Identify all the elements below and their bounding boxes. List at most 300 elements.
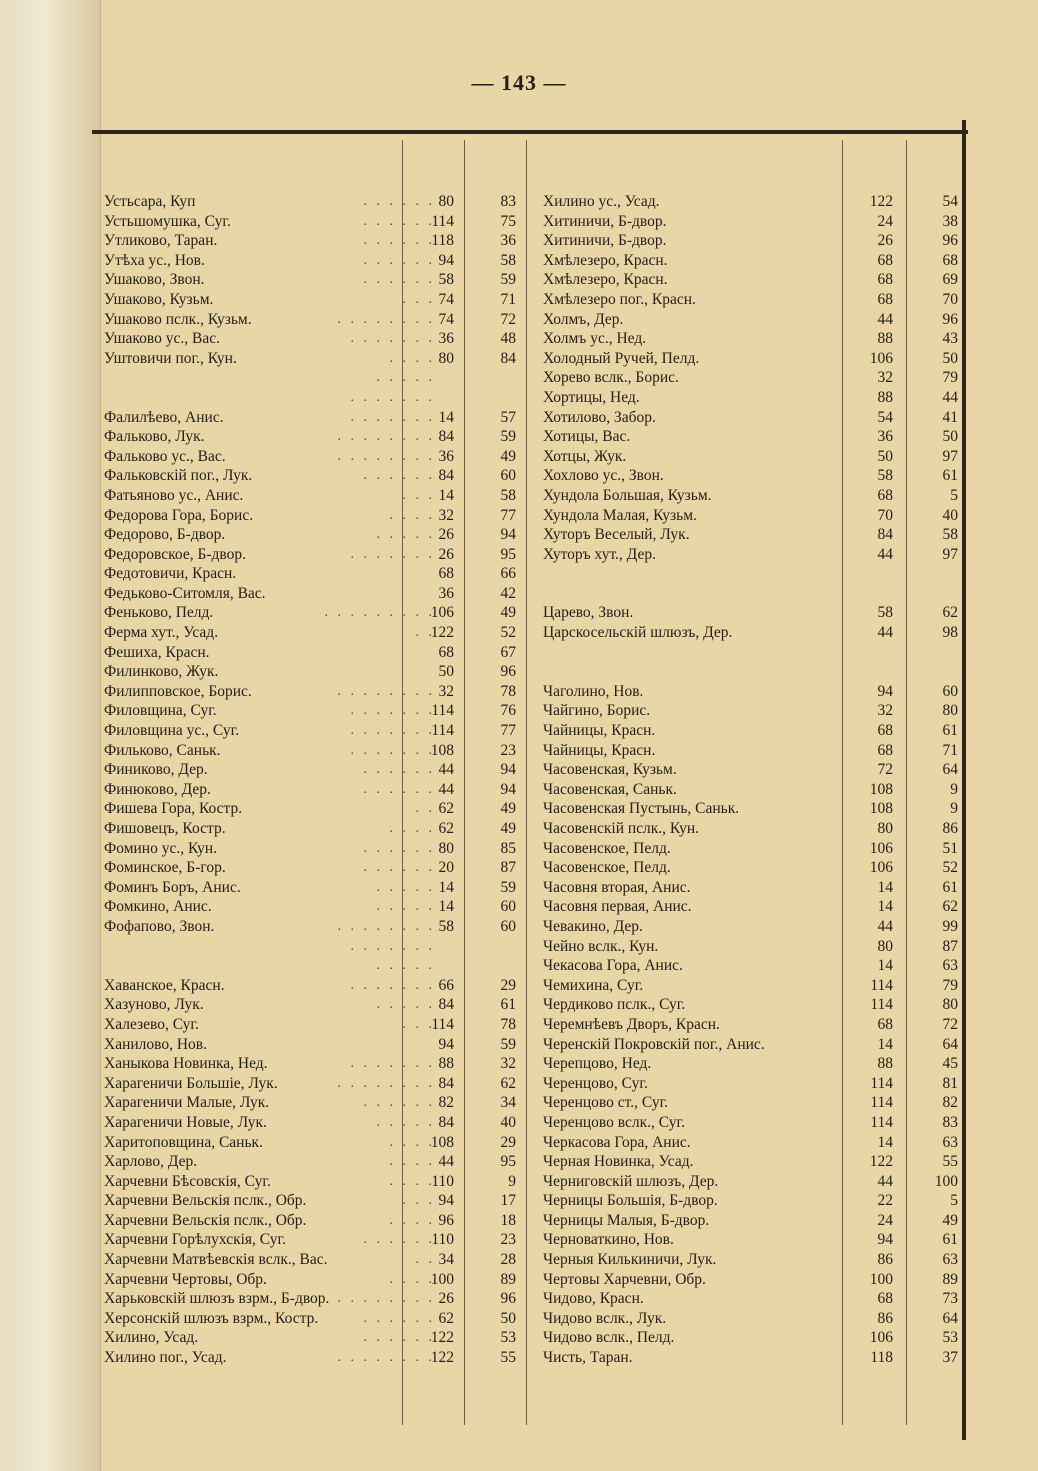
leader-dots: . . . . . . . . xyxy=(337,1075,435,1091)
second-number: 81 xyxy=(942,1074,958,1092)
first-number: 20 xyxy=(438,859,454,877)
place-name: Черныя Килькиничи, Лук. xyxy=(543,1251,717,1269)
first-number: 110 xyxy=(431,1172,454,1190)
first-number: 54 xyxy=(877,408,893,426)
place-name: Чидово, Красн. xyxy=(543,1290,644,1308)
place-name: Утликово, Таран. xyxy=(104,232,218,250)
place-name: Черноваткино, Нов. xyxy=(543,1231,674,1249)
leader-dots: . . . xyxy=(402,1193,435,1209)
second-number: 59 xyxy=(500,1035,516,1053)
first-number: 36 xyxy=(877,428,893,446)
first-number: 114 xyxy=(870,1094,893,1112)
second-number: 9 xyxy=(950,800,958,818)
first-number: 114 xyxy=(870,976,893,994)
first-number: 24 xyxy=(877,1211,893,1229)
place-name: Фишовецъ, Костр. xyxy=(104,820,226,837)
second-number: 84 xyxy=(500,349,516,367)
second-number: 77 xyxy=(500,506,516,524)
leader-dots: . . . . . . xyxy=(363,762,435,778)
leader-dots: . . . . xyxy=(389,821,435,836)
second-number: 94 xyxy=(500,761,516,779)
place-name: Часовня вторая, Анис. xyxy=(543,878,691,896)
second-number: 17 xyxy=(500,1192,516,1210)
first-number: 82 xyxy=(438,1094,454,1112)
place-name: Фатьяново ус., Анис. xyxy=(104,486,244,504)
leader-dots: . . . . . . . xyxy=(350,703,435,719)
second-number: 61 xyxy=(942,722,958,740)
second-number: 32 xyxy=(500,1055,516,1073)
first-number: 122 xyxy=(430,1329,454,1347)
leader-dots: . . . . xyxy=(389,1212,435,1228)
second-number: 9 xyxy=(508,1172,516,1190)
leader-dots: . . . xyxy=(402,291,435,307)
place-name: Фильково, Саньк. xyxy=(104,741,221,759)
first-number: 110 xyxy=(431,1231,454,1249)
place-name: Филинково, Жук. xyxy=(104,663,219,681)
page-number: — 143 — xyxy=(471,70,567,95)
second-number: 77 xyxy=(500,722,516,740)
place-name: Хуторъ Веселый, Лук. xyxy=(543,526,690,544)
second-number: 38 xyxy=(942,212,958,230)
second-number: 95 xyxy=(500,1153,516,1171)
second-number: 49 xyxy=(942,1211,958,1229)
first-number: 72 xyxy=(877,761,893,779)
leader-dots: . . . . . . . xyxy=(350,938,435,954)
place-name: Царево, Звон. xyxy=(543,604,634,622)
second-number: 61 xyxy=(942,1231,958,1249)
first-number: 108 xyxy=(430,741,454,759)
second-number: 53 xyxy=(500,1329,516,1347)
second-number: 82 xyxy=(942,1094,958,1112)
second-number: 29 xyxy=(500,976,516,994)
first-number: 96 xyxy=(438,1211,454,1229)
place-name: Холодный Ручей, Пелд. xyxy=(543,349,700,367)
first-number: 114 xyxy=(870,1113,893,1131)
place-name: Чисть, Таран. xyxy=(543,1349,633,1367)
place-name: Часовенская, Саньк. xyxy=(543,780,677,798)
leader-dots: . . . . . . . xyxy=(350,1056,435,1072)
first-number: 36 xyxy=(438,447,454,465)
leader-dots: . . . . . xyxy=(376,879,435,895)
place-name: Хилино пог., Усад. xyxy=(104,1349,227,1367)
place-name: Хотилово, Забор. xyxy=(543,408,656,426)
second-number: 60 xyxy=(500,917,516,935)
second-number: 97 xyxy=(942,447,958,465)
place-name: Харчевни Горѣлухскія, Суг. xyxy=(104,1231,286,1249)
place-name: Уштовичи пог., Кун. xyxy=(104,349,237,367)
first-number: 66 xyxy=(438,976,454,994)
place-name: Хмѣлезеро, Красн. xyxy=(543,271,668,289)
second-number: 51 xyxy=(942,839,958,857)
leader-dots: . . xyxy=(415,801,435,817)
place-name: Федорова Гора, Борис. xyxy=(104,506,254,524)
first-number: 106 xyxy=(869,1329,893,1347)
second-number: 76 xyxy=(500,702,516,720)
place-name: Чейно вслк., Кун. xyxy=(543,937,659,955)
first-number: 68 xyxy=(877,722,893,740)
first-number: 14 xyxy=(438,408,454,426)
second-number: 18 xyxy=(500,1211,516,1229)
second-number: 34 xyxy=(500,1094,516,1112)
second-number: 94 xyxy=(500,780,516,798)
leader-dots: . . xyxy=(415,625,435,641)
second-number: 9 xyxy=(950,780,958,798)
leader-dots: . . . . . . . . xyxy=(337,448,435,464)
leader-dots: . . . . xyxy=(389,1154,435,1170)
leader-dots: . . . . . . . . xyxy=(337,1291,435,1307)
place-name: Ушаково, Звон. xyxy=(104,271,205,289)
first-number: 14 xyxy=(877,878,893,896)
second-number: 50 xyxy=(500,1309,516,1327)
place-name: Часовенское, Пелд. xyxy=(543,859,671,877)
second-number: 60 xyxy=(500,467,516,485)
top-rule xyxy=(92,130,968,134)
first-number: 84 xyxy=(438,428,454,446)
first-number: 122 xyxy=(869,1153,893,1171)
place-name: Фальково ус., Вас. xyxy=(104,447,226,465)
first-number: 26 xyxy=(877,232,893,250)
first-number: 32 xyxy=(877,369,893,387)
first-number: 32 xyxy=(877,702,893,720)
first-number: 32 xyxy=(438,506,454,524)
place-name: Часовня первая, Анис. xyxy=(543,898,692,916)
place-name: Часовенская Пустынь, Саньк. xyxy=(543,800,740,818)
second-number: 55 xyxy=(942,1153,958,1171)
leader-dots: . . . . xyxy=(389,507,435,523)
place-name: Хаванское, Красн. xyxy=(104,976,225,994)
first-number: 26 xyxy=(438,526,454,544)
first-number: 14 xyxy=(877,957,893,975)
second-number: 83 xyxy=(500,193,516,210)
second-number: 64 xyxy=(942,1309,958,1327)
place-name: Черенцово, Суг. xyxy=(543,1074,648,1092)
place-name: Харагеничи Новые, Лук. xyxy=(104,1113,267,1131)
second-number: 44 xyxy=(942,388,958,406)
leader-dots: . . . . . . xyxy=(363,252,435,268)
leader-dots: . . . . . xyxy=(376,370,435,386)
place-name: Чидово вслк., Лук. xyxy=(543,1309,667,1327)
second-number: 100 xyxy=(934,1172,958,1190)
first-number: 14 xyxy=(877,898,893,916)
leader-dots: . . . . . xyxy=(376,958,435,974)
second-number: 97 xyxy=(942,545,958,563)
place-name: Харагеничи Малые, Лук. xyxy=(104,1094,270,1112)
second-number: 63 xyxy=(942,1133,958,1151)
second-number: 78 xyxy=(500,682,516,700)
second-number: 50 xyxy=(942,428,958,446)
place-name: Черницы Большія, Б-двор. xyxy=(543,1192,718,1210)
place-name: Хундола Малая, Кузьм. xyxy=(543,506,697,524)
second-number: 5 xyxy=(950,1192,958,1210)
place-name: Фоминское, Б-гор. xyxy=(104,859,226,877)
second-number: 23 xyxy=(500,741,516,759)
place-name: Федотовичи, Красн. xyxy=(104,565,237,583)
place-name: Черкасова Гора, Анис. xyxy=(543,1133,691,1151)
leader-dots: . . . . . . . xyxy=(350,742,435,758)
column-divider xyxy=(906,140,907,1425)
first-number: 44 xyxy=(877,310,893,328)
first-number: 122 xyxy=(869,193,893,210)
second-number: 69 xyxy=(942,271,958,289)
second-number: 29 xyxy=(500,1133,516,1151)
leader-dots: . . . . . . . xyxy=(350,723,435,739)
right-rule xyxy=(962,120,966,1440)
first-number: 100 xyxy=(430,1270,454,1288)
first-number: 122 xyxy=(430,1349,454,1367)
first-number: 100 xyxy=(869,1270,893,1288)
second-number: 37 xyxy=(942,1349,958,1367)
place-name: Чаголино, Нов. xyxy=(543,682,644,700)
second-number: 50 xyxy=(942,349,958,367)
first-number: 74 xyxy=(438,310,454,328)
second-number: 99 xyxy=(942,917,958,935)
second-number: 89 xyxy=(942,1270,958,1288)
place-name: Харчевни Бѣсовскія, Суг. xyxy=(104,1172,271,1190)
leader-dots: . . . . . . . . xyxy=(337,311,435,327)
second-number: 67 xyxy=(500,643,516,661)
first-number: 58 xyxy=(438,917,454,935)
place-name: Хохлово ус., Звон. xyxy=(543,467,664,485)
first-number: 24 xyxy=(877,212,893,230)
second-number: 96 xyxy=(500,663,516,681)
leader-dots: . . . . . . . . xyxy=(337,683,435,699)
second-number: 75 xyxy=(500,212,516,230)
place-name: Хазуново, Лук. xyxy=(104,996,204,1014)
first-number: 118 xyxy=(431,232,454,250)
second-number: 49 xyxy=(500,604,516,622)
second-number: 96 xyxy=(942,232,958,250)
first-number: 68 xyxy=(877,486,893,504)
leader-dots: . . . . . . xyxy=(363,1095,435,1111)
leader-dots: . . . . . . xyxy=(363,213,435,229)
place-name: Черемнѣевъ Дворъ, Красн. xyxy=(543,1015,720,1033)
leader-dots: . . . . . . . . xyxy=(337,918,435,934)
place-name: Чайницы, Красн. xyxy=(543,722,656,740)
first-number: 44 xyxy=(877,624,893,642)
first-number: 68 xyxy=(438,565,454,583)
first-number: 108 xyxy=(869,800,893,818)
place-name: Фешиха, Красн. xyxy=(104,643,210,661)
first-number: 68 xyxy=(877,1290,893,1308)
first-number: 26 xyxy=(438,1290,454,1308)
first-number: 80 xyxy=(438,193,454,210)
second-number: 48 xyxy=(500,330,516,348)
first-number: 32 xyxy=(438,682,454,700)
first-number: 68 xyxy=(877,290,893,308)
second-number: 62 xyxy=(942,898,958,916)
first-number: 44 xyxy=(438,761,454,779)
second-number: 43 xyxy=(942,330,958,348)
first-number: 114 xyxy=(870,1074,893,1092)
place-name: Филипповское, Борис. xyxy=(104,682,252,700)
first-number: 88 xyxy=(877,1055,893,1073)
place-name: Филовщина, Суг. xyxy=(104,702,217,720)
second-number: 96 xyxy=(500,1290,516,1308)
leader-dots: . . . . . . . xyxy=(350,409,435,425)
first-number: 108 xyxy=(430,1133,454,1151)
place-name: Хуторъ хут., Дер. xyxy=(543,545,656,563)
first-number: 108 xyxy=(869,780,893,798)
place-name: Часовенскій пслк., Кун. xyxy=(543,820,700,837)
second-number: 64 xyxy=(942,1035,958,1053)
place-name: Ушаково пслк., Кузьм. xyxy=(104,310,252,328)
second-number: 60 xyxy=(942,682,958,700)
first-number: 58 xyxy=(438,271,454,289)
second-number: 41 xyxy=(942,408,958,426)
first-number: 114 xyxy=(870,996,893,1014)
second-number: 71 xyxy=(942,741,958,759)
first-number: 106 xyxy=(869,349,893,367)
second-number: 96 xyxy=(942,310,958,328)
place-name: Устьсара, Куп xyxy=(104,193,196,210)
second-number: 87 xyxy=(500,859,516,877)
place-name: Черенскій Покровскій пог., Анис. xyxy=(543,1035,765,1053)
place-name: Часовенская, Кузьм. xyxy=(543,761,677,779)
first-number: 44 xyxy=(438,780,454,798)
place-name: Хотицы, Вас. xyxy=(543,428,631,446)
first-number: 106 xyxy=(869,839,893,857)
first-number: 26 xyxy=(438,545,454,563)
place-name: Хилино ус., Усад. xyxy=(543,193,660,210)
place-name: Харитоповщина, Саньк. xyxy=(104,1133,263,1151)
second-number: 89 xyxy=(500,1270,516,1288)
second-number: 63 xyxy=(942,957,958,975)
second-number: 59 xyxy=(500,271,516,289)
second-number: 23 xyxy=(500,1231,516,1249)
first-number: 36 xyxy=(438,330,454,348)
second-number: 61 xyxy=(942,467,958,485)
first-number: 80 xyxy=(438,839,454,857)
leader-dots: . . . . xyxy=(389,1173,435,1189)
leader-dots: . . . . . . . xyxy=(350,331,435,347)
second-number: 94 xyxy=(500,526,516,544)
second-number: 53 xyxy=(942,1329,958,1347)
first-number: 106 xyxy=(430,604,454,622)
first-number: 70 xyxy=(877,506,893,524)
second-number: 55 xyxy=(500,1349,516,1367)
place-name: Феньково, Пелд. xyxy=(104,604,214,622)
first-number: 94 xyxy=(877,682,893,700)
place-name: Ушаково ус., Вас. xyxy=(104,330,220,348)
place-name: Хитиничи, Б-двор. xyxy=(543,212,667,230)
second-number: 66 xyxy=(500,565,516,583)
place-name: Финиково, Дер. xyxy=(104,761,208,779)
first-number: 84 xyxy=(438,1113,454,1131)
second-number: 36 xyxy=(500,232,516,250)
place-name: Филовщина ус., Суг. xyxy=(104,722,240,740)
place-name: Чайницы, Красн. xyxy=(543,741,656,759)
second-number: 62 xyxy=(500,1074,516,1092)
leader-dots: . . . . . . xyxy=(363,233,435,249)
place-name: Хилино, Усад. xyxy=(104,1329,199,1347)
second-number: 49 xyxy=(500,820,516,837)
second-number: 58 xyxy=(500,486,516,504)
first-number: 114 xyxy=(431,702,454,720)
place-name: Харлово, Дер. xyxy=(104,1153,198,1171)
place-name: Хмѣлезеро, Красн. xyxy=(543,251,668,269)
place-name: Фальковскій пог., Лук. xyxy=(104,467,253,485)
first-number: 84 xyxy=(438,467,454,485)
first-number: 122 xyxy=(430,624,454,642)
leader-dots: . . . . . . xyxy=(363,840,435,856)
place-name: Чертовы Харчевни, Обр. xyxy=(543,1270,706,1288)
first-number: 94 xyxy=(438,1035,454,1053)
leader-dots: . . . xyxy=(402,1016,435,1032)
place-name: Черенцово ст., Суг. xyxy=(543,1094,669,1112)
first-number: 94 xyxy=(438,1192,454,1210)
place-name: Хитиничи, Б-двор. xyxy=(543,232,667,250)
second-number: 86 xyxy=(942,820,958,837)
first-number: 50 xyxy=(877,447,893,465)
second-number: 71 xyxy=(500,290,516,308)
second-number: 57 xyxy=(500,408,516,426)
second-number: 72 xyxy=(942,1015,958,1033)
place-name: Фомкино, Анис. xyxy=(104,898,212,916)
place-name: Холмъ, Дер. xyxy=(543,310,624,328)
place-name: Черная Новинка, Усад. xyxy=(543,1153,694,1171)
second-number: 85 xyxy=(500,839,516,857)
place-name: Чердиково пслк., Суг. xyxy=(543,996,686,1014)
place-name: Хотцы, Жук. xyxy=(543,447,627,465)
first-number: 84 xyxy=(438,996,454,1014)
first-number: 118 xyxy=(870,1349,893,1367)
second-number: 42 xyxy=(500,584,516,602)
place-name: Харчевни Чертовы, Обр. xyxy=(104,1270,267,1288)
place-name: Федорово, Б-двор. xyxy=(104,526,226,544)
leader-dots: . . . . . . xyxy=(363,1310,435,1326)
first-number: 106 xyxy=(869,859,893,877)
place-name: Хмѣлезеро пог., Красн. xyxy=(543,290,696,308)
first-number: 58 xyxy=(877,604,893,622)
place-name: Фишева Гора, Костр. xyxy=(104,800,243,818)
leader-dots: . . . . . . . xyxy=(350,389,435,405)
first-number: 88 xyxy=(877,388,893,406)
second-number: 28 xyxy=(500,1251,516,1269)
second-number: 40 xyxy=(942,506,958,524)
second-number: 40 xyxy=(500,1113,516,1131)
place-name: Чекасова Гора, Анис. xyxy=(543,957,683,975)
first-number: 68 xyxy=(877,251,893,269)
place-name: Ушаково, Кузьм. xyxy=(104,290,214,308)
leader-dots: . . xyxy=(415,1252,435,1268)
place-name: Харчевни Вельскія пслк., Обр. xyxy=(104,1211,307,1229)
second-number: 49 xyxy=(500,800,516,818)
second-number: 64 xyxy=(942,761,958,779)
leader-dots: . . . . . xyxy=(376,899,435,915)
second-number: 79 xyxy=(942,369,958,387)
second-number: 54 xyxy=(942,193,958,210)
place-name: Федьково-Ситомля, Вас. xyxy=(104,584,266,602)
place-name: Халезево, Суг. xyxy=(104,1015,199,1033)
leader-dots: . . . . . . xyxy=(363,860,435,876)
leader-dots: . . . . . . xyxy=(363,468,435,484)
first-number: 44 xyxy=(877,1172,893,1190)
first-number: 94 xyxy=(877,1231,893,1249)
second-number: 63 xyxy=(942,1251,958,1269)
place-name: Хундола Большая, Кузьм. xyxy=(543,486,712,504)
column-divider xyxy=(842,140,843,1425)
place-name: Черепцово, Нед. xyxy=(543,1055,652,1073)
first-number: 86 xyxy=(877,1309,893,1327)
second-number: 78 xyxy=(500,1015,516,1033)
leader-dots: . . . . . . xyxy=(363,781,435,797)
first-number: 74 xyxy=(438,290,454,308)
place-name: Фоминъ Боръ, Анис. xyxy=(104,878,241,896)
first-number: 44 xyxy=(438,1153,454,1171)
second-number: 68 xyxy=(942,251,958,269)
first-number: 114 xyxy=(431,1015,454,1033)
first-number: 50 xyxy=(438,663,454,681)
